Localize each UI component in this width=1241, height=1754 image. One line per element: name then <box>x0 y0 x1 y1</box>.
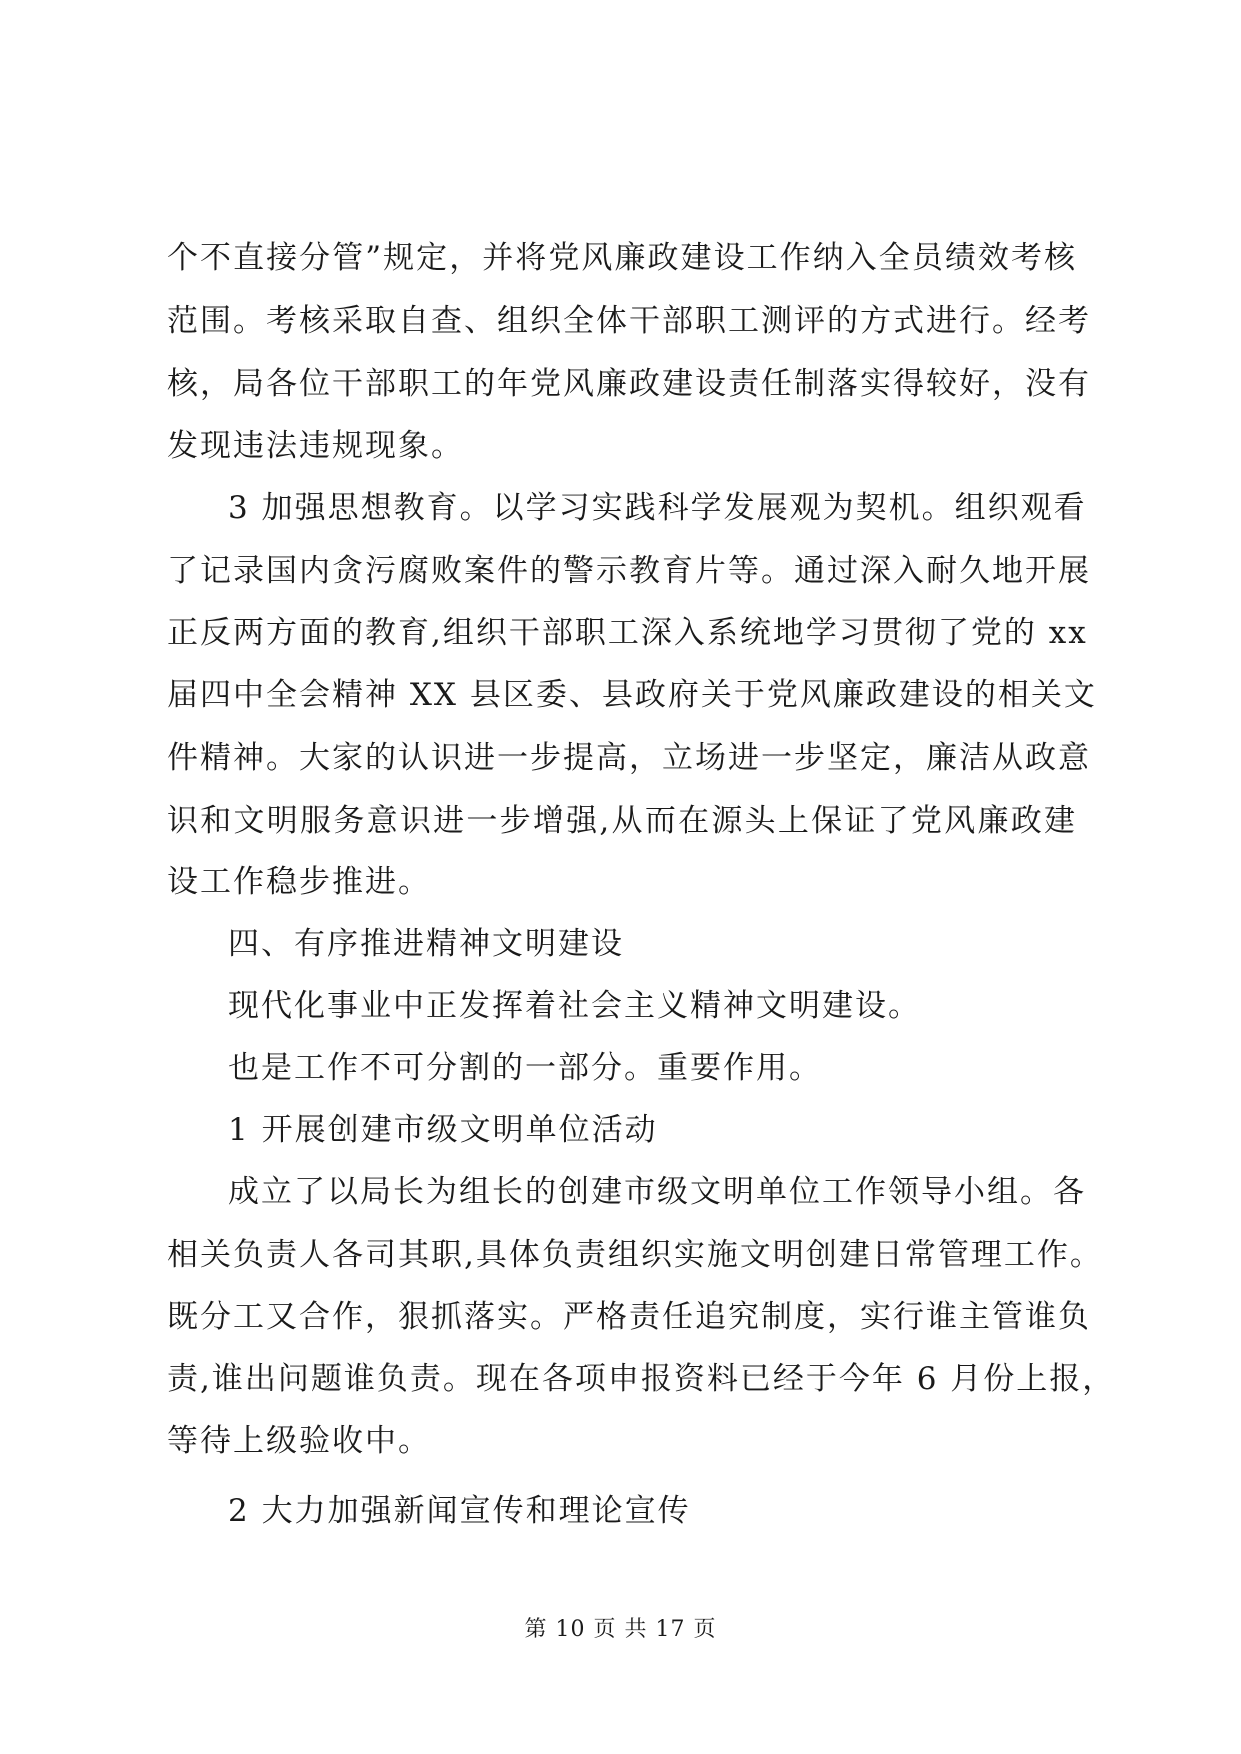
body-line: 识和文明服务意识进一步增强,从而在源头上保证了党风廉政建 <box>167 803 1077 839</box>
body-line: 正反两方面的教育,组织干部职工深入系统地学习贯彻了党的 xx <box>167 615 1088 651</box>
body-line: 既分工又合作，狠抓落实。严格责任追究制度，实行谁主管谁负 <box>167 1299 1091 1335</box>
subsection-heading: 2 大力加强新闻宣传和理论宣传 <box>228 1493 691 1529</box>
subsection-heading: 1 开展创建市级文明单位活动 <box>228 1112 658 1148</box>
body-line: 了记录国内贪污腐败案件的警示教育片等。通过深入耐久地开展 <box>167 553 1091 589</box>
body-line: 件精神。大家的认识进一步提高，立场进一步坚定，廉洁从政意 <box>167 740 1091 776</box>
body-line: 个不直接分管”规定，并将党风廉政建设工作纳入全员绩效考核 <box>167 240 1077 276</box>
body-line: 相关负责人各司其职,具体负责组织实施文明创建日常管理工作。 <box>167 1237 1103 1273</box>
body-line: 责,谁出问题谁负责。现在各项申报资料已经于今年 6 月份上报， <box>167 1361 1116 1397</box>
body-line: 核，局各位干部职工的年党风廉政建设责任制落实得较好，没有 <box>167 366 1091 402</box>
page-number-footer: 第 10 页 共 17 页 <box>524 1617 717 1642</box>
body-line: 届四中全会精神 XX 县区委、县政府关于党风廉政建设的相关文 <box>167 677 1097 713</box>
section-heading: 四、有序推进精神文明建设 <box>228 926 624 962</box>
paragraph-start-line: 3 加强思想教育。以学习实践科学发展观为契机。组织观看 <box>228 490 1087 526</box>
body-line: 设工作稳步推进。 <box>167 864 431 900</box>
body-line: 等待上级验收中。 <box>167 1423 431 1459</box>
paragraph-start-line: 现代化事业中正发挥着社会主义精神文明建设。 <box>228 988 921 1024</box>
body-line: 范围。考核采取自查、组织全体干部职工测评的方式进行。经考 <box>167 303 1091 339</box>
paragraph-start-line: 成立了以局长为组长的创建市级文明单位工作领导小组。各 <box>228 1174 1086 1210</box>
paragraph-start-line: 也是工作不可分割的一部分。重要作用。 <box>228 1050 822 1086</box>
body-line: 发现违法违规现象。 <box>167 428 464 464</box>
